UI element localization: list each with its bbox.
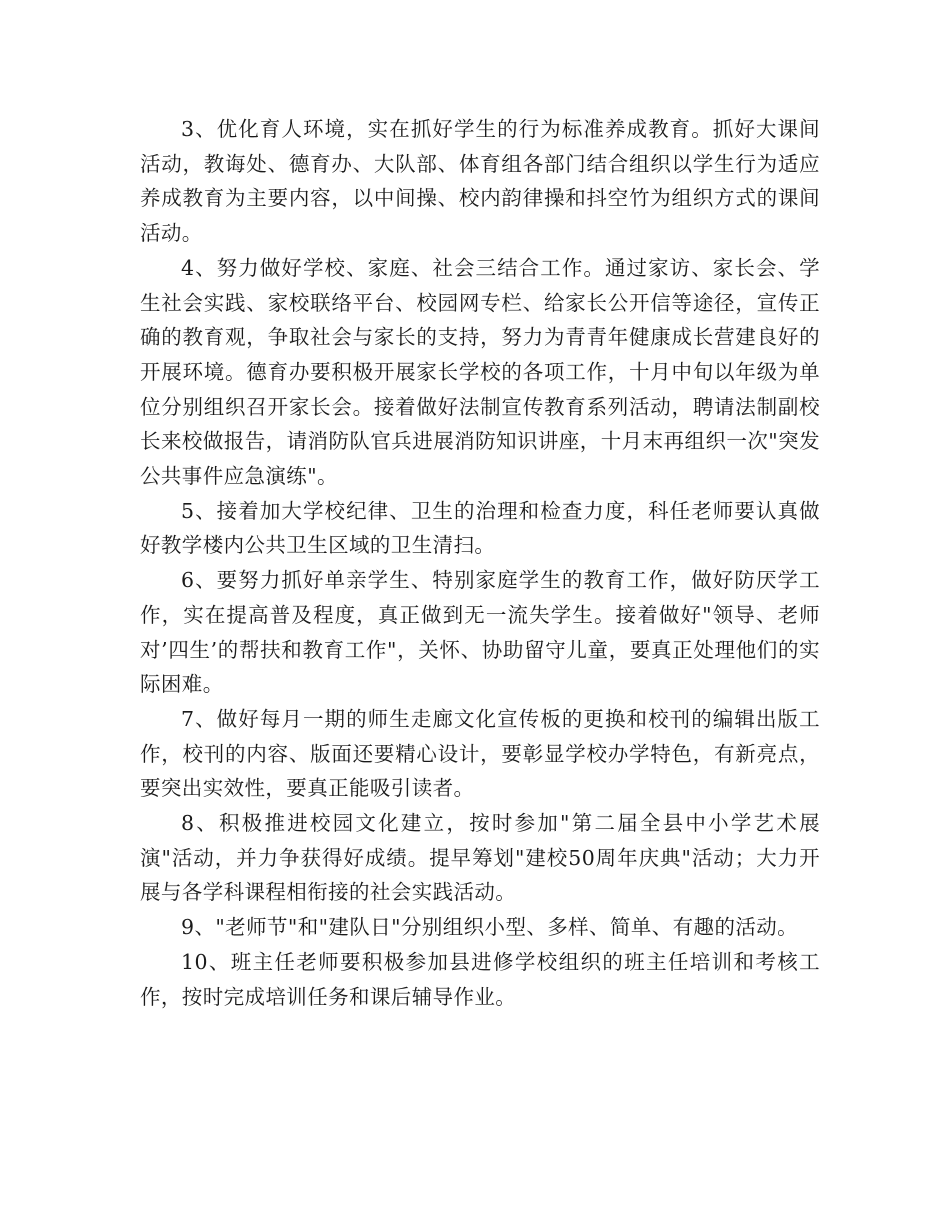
paragraph-item-5: 5、接着加大学校纪律、卫生的治理和检查力度，科任老师要认真做好教学楼内公共卫生区域的卫生清扫。 (140, 498, 820, 558)
paragraph-item-9: 9、"老师节"和"建队日"分别组织小型、多样、简单、有趣的活动。 (181, 915, 799, 940)
paragraph-item-8: 8、积极推进校园文化建立，按时参加"第二届全县中小学艺术展演"活动，并力争获得好成绩。提早筹划"建校50周年庆典"活动；大力开展与各学科课程相衔接的社会实践活动。 (140, 811, 820, 905)
paragraph-item-3: 3、优化育人环境，实在抓好学生的行为标准养成教育。抓好大课间活动，教诲处、德育办、大队部、体育组各部门结合组织以学生行为适应养成教育为主要内容，以中间操、校内韵律操和抖空竹为组织方式的课间活动。 (140, 117, 820, 246)
document-body (140, 112, 820, 1014)
paragraph-item-7: 7、做好每月一期的师生走廊文化宣传板的更换和校刊的编辑出版工作，校刊的内容、版面还要精心设计，要彰显学校办学特色，有新亮点，要突出实效性，要真正能吸引读者。 (140, 706, 820, 801)
paragraph-item-4: 4、努力做好学校、家庭、社会三结合工作。通过家访、家长会、学生社会实践、家校联络平台、校园网专栏、给家长公开信等途径，宣传正确的教育观，争取社会与家长的支持，努力为青青年健康成长营建良好的开展环境。德育办要积极开展家长学校的各项工作，十月中旬以年级为单位分别组织召开家长会。接着做好法制宣传教育系列活动，聘请法制副校长来校做报告，请消防队官兵进展消防知识讲座，十月末再组织一次"突发公共事件应急演练"。 (140, 255, 820, 489)
paragraph-item-10: 10、班主任老师要积极参加县进修学校组织的班主任培训和考核工作，按时完成培训任务和课后辅导作业。 (140, 949, 820, 1009)
paragraph-item-6: 6、要努力抓好单亲学生、特别家庭学生的教育工作，做好防厌学工作，实在提高普及程度，真正做到无一流失学生。接着做好"领导、老师对’四生’的帮扶和教育工作"，关怀、协助留守儿童，要真正处理他们的实际困难。 (140, 568, 820, 697)
